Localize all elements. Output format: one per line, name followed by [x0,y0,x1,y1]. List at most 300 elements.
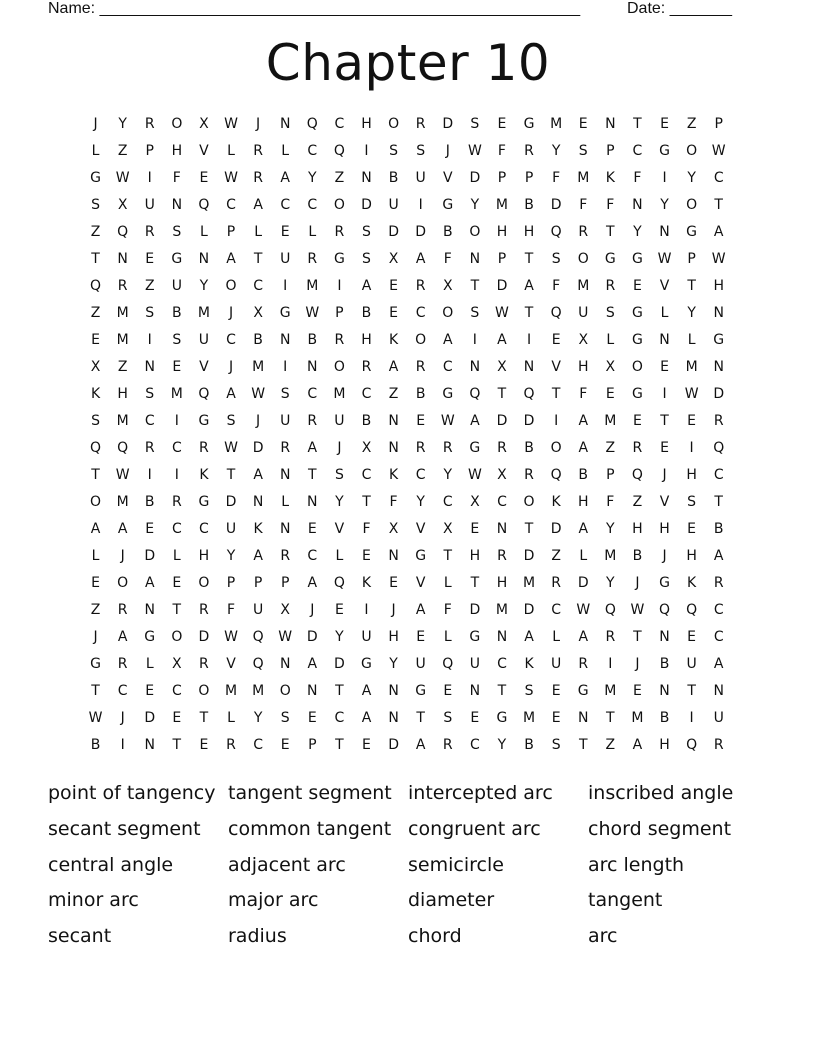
grid-letter: M [631,710,644,726]
grid-letter: M [306,278,319,294]
word-bank-item: adjacent arc [228,853,346,876]
grid-letter: A [578,521,589,537]
grid-letter: E [687,413,697,429]
grid-letter: Z [388,386,399,402]
grid-letter: V [415,575,426,591]
grid-letter: T [578,737,588,753]
grid-letter: N [659,629,670,645]
grid-letter: R [415,440,426,456]
grid-letter: W [251,386,266,402]
grid-letter: B [524,197,534,213]
grid-letter: H [361,332,372,348]
grid-letter: A [253,197,263,213]
grid-letter: O [577,251,589,267]
grid-letter: W [224,116,238,132]
grid-letter: R [442,440,453,456]
grid-letter: J [120,710,125,726]
grid-letter: I [283,359,288,375]
grid-row [82,651,736,678]
grid-letter: N [252,494,264,510]
grid-letter: A [497,332,507,348]
grid-letter: X [497,359,507,375]
grid-letter: T [172,602,182,618]
grid-letter: T [660,413,669,429]
grid-letter: Q [631,467,643,483]
grid-letter: A [307,656,318,672]
grid-letter: O [117,575,129,591]
grid-letter: E [497,116,507,132]
grid-letter: P [335,305,344,321]
grid-letter: E [687,629,697,645]
word-bank-item: congruent arc [408,817,541,840]
grid-letter: H [686,467,697,483]
grid-letter: Y [416,494,425,510]
grid-letter: T [199,710,209,726]
grid-letter: R [144,224,155,240]
grid-letter: T [172,737,182,753]
grid-letter: D [577,575,589,591]
grid-letter: Q [550,305,562,321]
grid-letter: U [144,197,155,213]
grid-letter: C [361,386,372,402]
grid-letter: Z [334,170,345,186]
grid-letter: V [659,278,670,294]
grid-letter: A [578,413,589,429]
grid-letter: G [333,251,345,267]
grid-letter: S [524,683,534,699]
grid-letter: D [496,413,508,429]
grid-letter: P [606,467,615,483]
grid-row [82,219,736,246]
grid-letter: O [171,116,183,132]
grid-letter: D [523,602,535,618]
grid-letter: P [145,143,154,159]
grid-letter: P [226,224,236,240]
grid-letter: L [443,629,452,645]
grid-letter: Z [632,494,643,510]
grid-letter: D [198,629,210,645]
grid-letter: Q [306,116,318,132]
grid-letter: T [633,116,642,132]
grid-letter: Y [606,521,615,537]
grid-row [82,597,736,624]
grid-letter: B [144,494,155,510]
grid-letter: Y [199,278,209,294]
grid-letter: M [333,386,346,402]
grid-letter: S [416,143,426,159]
grid-letter: Y [308,170,317,186]
grid-letter: H [577,359,589,375]
grid-letter: G [279,305,291,321]
grid-letter: U [280,413,291,429]
header-row [48,0,748,20]
grid-letter: A [226,251,236,267]
grid-letter: Q [523,386,535,402]
grid-letter: M [224,683,238,699]
grid-letter: H [686,548,697,564]
grid-letter: K [361,575,372,591]
grid-letter: G [469,440,481,456]
grid-letter: L [443,575,452,591]
grid-letter: N [279,656,291,672]
grid-letter: G [577,683,589,699]
grid-letter: D [496,278,508,294]
grid-letter: Q [198,197,210,213]
grid-letter: U [415,170,426,186]
grid-letter: G [686,224,698,240]
grid-letter: X [280,602,290,618]
grid-letter: D [523,548,535,564]
grid-letter: B [442,224,453,240]
grid-letter: S [551,251,561,267]
grid-letter: H [388,629,399,645]
grid-letter: P [253,575,263,591]
word-bank-item: radius [228,925,287,948]
grid-letter: A [117,521,128,537]
grid-letter: Y [687,170,696,186]
grid-letter: E [660,116,669,132]
grid-letter: I [364,602,369,618]
grid-letter: U [225,521,237,537]
grid-letter: G [631,305,643,321]
grid-letter: T [308,467,317,483]
grid-letter: R [117,602,128,618]
grid-letter: N [659,224,670,240]
grid-letter: R [605,278,616,294]
grid-letter: H [469,548,481,564]
grid-letter: F [497,143,506,159]
grid-letter: E [389,278,398,294]
grid-letter: T [91,251,100,267]
grid-letter: L [687,332,696,348]
grid-letter: K [687,575,697,591]
grid-letter: Z [117,359,128,375]
grid-letter: X [605,359,616,375]
grid-letter: B [415,386,426,402]
grid-letter: W [115,467,130,483]
grid-letter: Q [442,656,454,672]
grid-letter: T [497,386,507,402]
grid-letter: N [279,332,291,348]
grid-letter: E [145,683,155,699]
grid-letter: U [361,629,372,645]
grid-letter: B [632,548,643,564]
grid-letter: N [307,494,318,510]
grid-letter: X [388,521,399,537]
grid-letter: R [605,629,616,645]
grid-letter: C [334,116,345,132]
grid-row [82,273,736,300]
grid-letter: F [552,170,561,186]
grid-letter: T [551,386,561,402]
word-bank-item: arc length [588,853,685,876]
grid-letter: E [91,575,100,591]
grid-letter: X [117,197,128,213]
grid-letter: Y [335,494,344,510]
grid-letter: W [224,440,238,456]
grid-letter: H [659,521,670,537]
grid-letter: J [228,359,234,375]
grid-letter: N [117,251,128,267]
grid-letter: O [198,683,210,699]
grid-letter: C [497,656,507,672]
grid-letter: M [685,359,698,375]
grid-letter: O [686,197,698,213]
grid-letter: X [442,278,453,294]
grid-letter: F [579,197,588,213]
grid-letter: R [713,413,724,429]
grid-letter: N [307,683,318,699]
grid-letter: A [361,683,372,699]
grid-letter: Q [90,440,102,456]
grid-letter: U [713,710,724,726]
grid-letter: G [659,575,670,591]
grid-letter: I [147,467,152,483]
word-bank-item: semicircle [408,853,504,876]
grid-letter: C [144,413,155,429]
grid-letter: R [334,332,345,348]
grid-row [82,138,736,165]
grid-letter: E [145,251,155,267]
grid-letter: U [198,332,210,348]
grid-letter: G [415,683,427,699]
grid-letter: S [172,224,182,240]
grid-letter: N [713,359,724,375]
grid-letter: O [171,629,183,645]
grid-letter: R [632,440,643,456]
word-bank-item: chord [408,925,462,948]
grid-letter: R [280,440,291,456]
grid-letter: Y [335,629,344,645]
grid-letter: R [117,656,128,672]
grid-row [82,516,736,543]
grid-letter: W [684,386,699,402]
grid-letter: F [606,494,615,510]
grid-letter: H [713,278,724,294]
grid-letter: E [551,683,561,699]
grid-letter: N [388,413,399,429]
grid-letter: D [415,224,427,240]
grid-letter: N [469,359,481,375]
word-bank-item: tangent [588,889,663,912]
grid-letter: R [199,440,209,456]
grid-letter: E [470,521,480,537]
grid-letter: G [523,116,535,132]
grid-letter: K [388,332,399,348]
grid-letter: Q [713,440,725,456]
grid-letter: T [687,683,696,699]
grid-letter: T [524,251,534,267]
grid-letter: N [496,629,508,645]
grid-letter: H [659,737,670,753]
word-bank-item: point of tangency [48,782,216,804]
grid-letter: I [364,143,369,159]
grid-letter: E [605,386,615,402]
grid-letter: F [362,521,371,537]
grid-letter: M [577,170,590,186]
grid-letter: E [416,413,426,429]
grid-letter: A [253,548,263,564]
grid-letter: A [415,737,426,753]
grid-letter: I [608,656,613,672]
grid-letter: E [660,359,669,375]
grid-letter: A [632,737,643,753]
grid-letter: U [280,251,291,267]
grid-letter: Y [253,710,263,726]
grid-letter: T [470,278,480,294]
grid-letter: Y [226,548,236,564]
grid-letter: E [172,359,182,375]
grid-letter: S [334,467,344,483]
grid-letter: C [253,737,263,753]
grid-letter: W [440,413,455,429]
grid-letter: I [526,332,532,348]
grid-letter: M [523,710,536,726]
grid-letter: Z [90,224,101,240]
grid-letter: Y [389,656,398,672]
grid-letter: F [443,602,452,618]
grid-letter: M [577,278,590,294]
grid-letter: N [469,683,481,699]
grid-letter: U [171,278,182,294]
grid-letter: L [91,143,100,159]
grid-letter: O [523,494,535,510]
grid-letter: E [199,737,209,753]
grid-letter: C [497,494,507,510]
grid-letter: E [632,683,642,699]
grid-letter: Q [333,575,345,591]
grid-letter: H [361,116,372,132]
grid-letter: A [578,440,589,456]
grid-letter: B [524,440,534,456]
grid-letter: O [469,224,481,240]
grid-letter: D [252,440,264,456]
grid-letter: K [253,521,263,537]
grid-letter: H [496,575,508,591]
grid-letter: A [280,170,290,186]
grid-letter: S [280,386,290,402]
word-bank-item: tangent segment [228,782,392,804]
grid-letter: K [90,386,101,402]
grid-letter: I [554,413,559,429]
grid-letter: T [443,548,453,564]
grid-row [82,408,736,435]
grid-letter: X [388,251,399,267]
grid-letter: K [605,170,615,186]
grid-letter: E [199,170,209,186]
grid-letter: E [551,710,561,726]
grid-letter: C [253,278,263,294]
grid-row [82,381,736,408]
grid-letter: D [361,197,372,213]
word-bank-item: intercepted arc [408,782,553,804]
word-bank-item: minor arc [48,889,139,912]
grid-letter: B [713,521,724,537]
grid-letter: E [307,521,317,537]
word-bank-item: secant segment [48,817,201,840]
grid-letter: U [469,656,480,672]
grid-letter: Q [252,656,264,672]
grid-letter: I [283,278,288,294]
grid-letter: H [632,521,643,537]
grid-letter: U [415,656,426,672]
grid-letter: R [415,278,426,294]
grid-letter: A [307,575,318,591]
grid-letter: E [145,521,155,537]
grid-letter: B [253,332,263,348]
grid-letter: R [171,494,182,510]
grid-letter: M [116,332,129,348]
grid-letter: H [523,224,535,240]
grid-letter: U [334,413,345,429]
grid-letter: N [279,467,291,483]
grid-letter: I [689,710,694,726]
grid-letter: Q [117,224,129,240]
grid-letter: C [442,494,453,510]
grid-letter: L [91,548,100,564]
grid-letter: A [442,332,453,348]
grid-letter: E [362,548,371,564]
grid-letter: C [171,521,182,537]
grid-letter: T [91,683,100,699]
grid-letter: C [713,602,724,618]
grid-letter: I [689,440,694,456]
grid-letter: N [279,116,291,132]
grid-letter: A [524,629,534,645]
grid-letter: L [281,143,290,159]
grid-letter: J [93,629,98,645]
grid-letter: E [416,629,426,645]
grid-letter: C [334,710,345,726]
grid-letter: Q [550,224,562,240]
grid-letter: X [90,359,101,375]
grid-letter: N [713,683,724,699]
grid-letter: K [388,467,399,483]
grid-letter: C [307,143,318,159]
grid-letter: E [632,278,642,294]
grid-letter: C [199,521,209,537]
grid-letter: C [280,197,291,213]
grid-letter: O [415,332,427,348]
grid-letter: U [686,656,697,672]
grid-letter: M [604,683,617,699]
grid-letter: C [415,305,426,321]
grid-letter: P [687,251,696,267]
grid-letter: C [442,359,453,375]
grid-letter: V [226,656,236,672]
grid-letter: N [496,521,508,537]
grid-letter: S [226,413,236,429]
grid-letter: O [225,278,237,294]
grid-letter: M [116,413,129,429]
grid-letter: O [686,143,698,159]
grid-letter: B [361,413,372,429]
grid-letter: R [144,116,155,132]
grid-letter: E [280,737,290,753]
grid-letter: G [631,251,643,267]
grid-letter: U [551,656,562,672]
grid-letter: C [226,197,236,213]
word-bank-item: major arc [228,889,319,912]
grid-letter: P [606,143,615,159]
grid-letter: W [711,143,726,159]
grid-letter: O [279,683,291,699]
grid-letter: B [659,710,670,726]
grid-letter: K [199,467,209,483]
grid-letter: A [253,467,263,483]
grid-letter: W [224,170,238,186]
grid-letter: T [606,710,615,726]
